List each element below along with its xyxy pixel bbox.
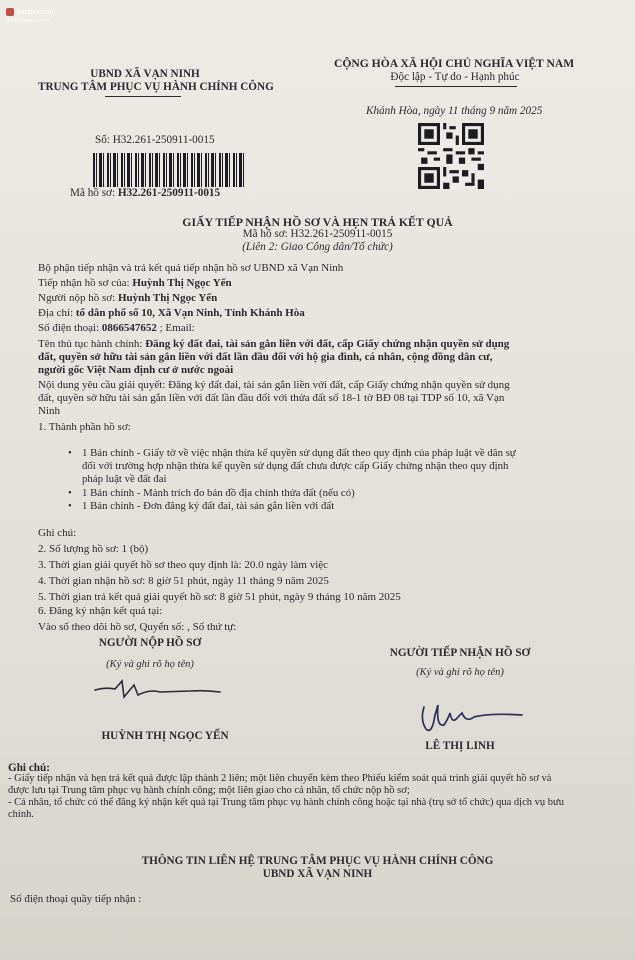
left-signature-hint: (Ký và ghi rõ họ tên) xyxy=(106,659,194,670)
ma-ho-so-value: H32.261-250911-0015 xyxy=(117,187,221,199)
brand-logo-icon xyxy=(6,8,14,16)
procedure-label: Tên thủ tục hành chính: xyxy=(38,338,143,350)
applicant-line xyxy=(38,277,232,290)
ma-ho-so-label: Mã hồ sơ: xyxy=(70,187,116,199)
list-item xyxy=(82,487,355,500)
note-4: 4. Thời gian nhận hồ sơ: 8 giờ 51 phút, ngày 11 tháng 9 năm 2025 xyxy=(38,575,329,587)
list-item xyxy=(82,447,516,486)
procedure-line1 xyxy=(38,338,509,351)
contact-title: THÔNG TIN LIÊN HỆ TRUNG TÂM PHỤC VỤ HÀNH CHÍNH CÔNG xyxy=(141,855,494,867)
request-line-2: đất, quyền sở hữu tài sản gắn liền với đất lần đầu đối với thửa đất số 18-1 tờ BĐ 08 tại TDP số 10, xã Vạn xyxy=(38,392,505,404)
component-2-line-1: • 1 Bản chính - Mảnh trích đo bản đồ địa chính thửa đất (nếu có) xyxy=(82,487,355,499)
book-entry: Vào sổ theo dõi hồ sơ, Quyển số: , Số thứ tự: xyxy=(38,621,237,633)
left-signature-title: NGƯỜI NỘP HỒ SƠ xyxy=(98,637,202,649)
note-6: 6. Đăng ký nhận kết quả tại: xyxy=(38,605,163,617)
header-agency: UBND XÃ VẠN NINH xyxy=(90,68,200,80)
component-1-line-1: • 1 Bản chính - Giấy tờ về việc nhận thừa kế quyền sử dụng đất theo quy định của pháp luật về dân sự xyxy=(82,447,516,459)
request-line-1: Nội dung yêu cầu giải quyết: Đăng ký đất đai, tài sản gắn liền với đất, cấp Giấy chứng nhận quyền sử dụng xyxy=(38,379,510,391)
right-signature-hint: (Ký và ghi rõ họ tên) xyxy=(416,667,504,678)
address-value: tổ dân phố số 10, Xã Vạn Ninh, Tỉnh Khánh Hòa xyxy=(75,307,305,319)
receiving-unit: Bộ phận tiếp nhận và trả kết quả tiếp nhận hồ sơ UBND xã Vạn Ninh xyxy=(38,262,344,274)
watermark xyxy=(6,8,53,25)
component-3-line-1: • 1 Bản chính - Đơn đăng ký đất đai, tài sản gắn liền với đất xyxy=(82,500,335,512)
contact-subtitle: UBND XÃ VẠN NINH xyxy=(262,868,373,880)
title-copy: (Liên 2: Giao Công dân/Tổ chức) xyxy=(242,241,393,253)
note-5: 5. Thời gian trả kết quả giải quyết hồ sơ: 8 giờ 51 phút, ngày 9 tháng 10 năm 2025 xyxy=(38,591,401,603)
component-1-line-3: pháp luật về đất đai xyxy=(82,473,167,485)
footer-note-1: - Giấy tiếp nhận và hẹn trả kết quả được lập thành 2 liên; một liên chuyển kèm theo Phiếu kiểm soát quá trình giải quyết hồ sơ và xyxy=(8,773,552,784)
header-left-rule xyxy=(105,96,181,97)
header-right-rule xyxy=(395,86,517,87)
qr-code xyxy=(418,123,484,189)
email-label: ; Email: xyxy=(159,322,195,334)
footer-notes-title: Ghi chú: xyxy=(8,762,50,774)
applicant-signature xyxy=(90,675,230,705)
procedure-value-1: Đăng ký đất đai, tài sản gắn liền với đất, cấp Giấy chứng nhận quyền sử dụng xyxy=(145,338,510,350)
watermark-brand: Batdongsan xyxy=(16,8,54,16)
title-code: Mã hồ sơ: H32.261-250911-0015 xyxy=(242,228,393,240)
component-1-line-2: đối với trường hợp nhận thừa kế quyền sử dụng đất chưa được cấp Giấy chứng nhận theo quy định xyxy=(82,460,509,472)
header-republic: CỘNG HÒA XÃ HỘI CHỦ NGHĨA VIỆT NAM xyxy=(334,57,575,70)
request-line-3: Ninh xyxy=(38,405,60,417)
note-2: 2. Số lượng hồ sơ: 1 (bộ) xyxy=(38,543,149,555)
document-title: GIẤY TIẾP NHẬN HỒ SƠ VÀ HẸN TRẢ KẾT QUẢ xyxy=(182,215,453,229)
officer-signature xyxy=(410,695,530,740)
procedure-value-3: người gốc Việt Nam định cư ở nước ngoài xyxy=(38,364,234,376)
phone-line xyxy=(38,322,195,335)
submitter-label: Người nộp hồ sơ: xyxy=(38,292,116,304)
applicant-name: Huỳnh Thị Ngọc Yến xyxy=(132,277,232,289)
notes-title: Ghi chú: xyxy=(38,527,77,539)
section-components: 1. Thành phần hồ sơ: xyxy=(38,421,131,433)
header-date: Khánh Hòa, ngày 11 tháng 9 năm 2025 xyxy=(366,105,543,117)
barcode xyxy=(93,153,245,187)
footer-note-4: chính. xyxy=(8,809,34,820)
list-item xyxy=(82,500,334,513)
procedure-value-2: đất, quyền sở hữu tài sản gắn liền với đất lần đầu đối với hộ gia đình, cá nhân, cộng đồng dân cư, xyxy=(38,351,493,363)
note-3: 3. Thời gian giải quyết hồ sơ theo quy định là: 20.0 ngày làm việc xyxy=(38,559,329,571)
footer-note-2: được lưu tại Trung tâm phục vụ hành chính công; một liên giao cho cá nhân, tổ chức nộp hồ sơ; xyxy=(8,785,410,796)
header-motto: Độc lập - Tự do - Hạnh phúc xyxy=(390,71,520,83)
submitter-line xyxy=(38,292,217,305)
contact-phone: Số điện thoại quầy tiếp nhận : xyxy=(10,893,142,905)
address-line xyxy=(38,307,305,320)
address-label: Địa chỉ: xyxy=(38,307,74,319)
watermark-sub: Batdongsan.com.vn xyxy=(6,17,51,24)
barcode-label xyxy=(70,187,220,199)
document-number: Số: H32.261-250911-0015 xyxy=(95,134,215,146)
right-signature-title: NGƯỜI TIẾP NHẬN HỒ SƠ xyxy=(389,647,531,659)
left-signer-name: HUỲNH THỊ NGỌC YẾN xyxy=(101,730,229,742)
header-center: TRUNG TÂM PHỤC VỤ HÀNH CHÍNH CÔNG xyxy=(38,81,274,93)
right-signer-name: LÊ THỊ LINH xyxy=(425,740,495,752)
submitter-name: Huỳnh Thị Ngọc Yến xyxy=(117,292,218,304)
footer-note-3: - Cá nhân, tổ chức có thể đăng ký nhận kết quả tại Trung tâm phục vụ hành chính công hoặc tại nhà (trụ sở tổ chức) qua dịch vụ bưu xyxy=(8,797,564,808)
phone-value: 0866547652 xyxy=(101,322,157,334)
applicant-label: Tiếp nhận hồ sơ của: xyxy=(38,277,130,289)
phone-label: Số điện thoại: xyxy=(38,322,100,334)
